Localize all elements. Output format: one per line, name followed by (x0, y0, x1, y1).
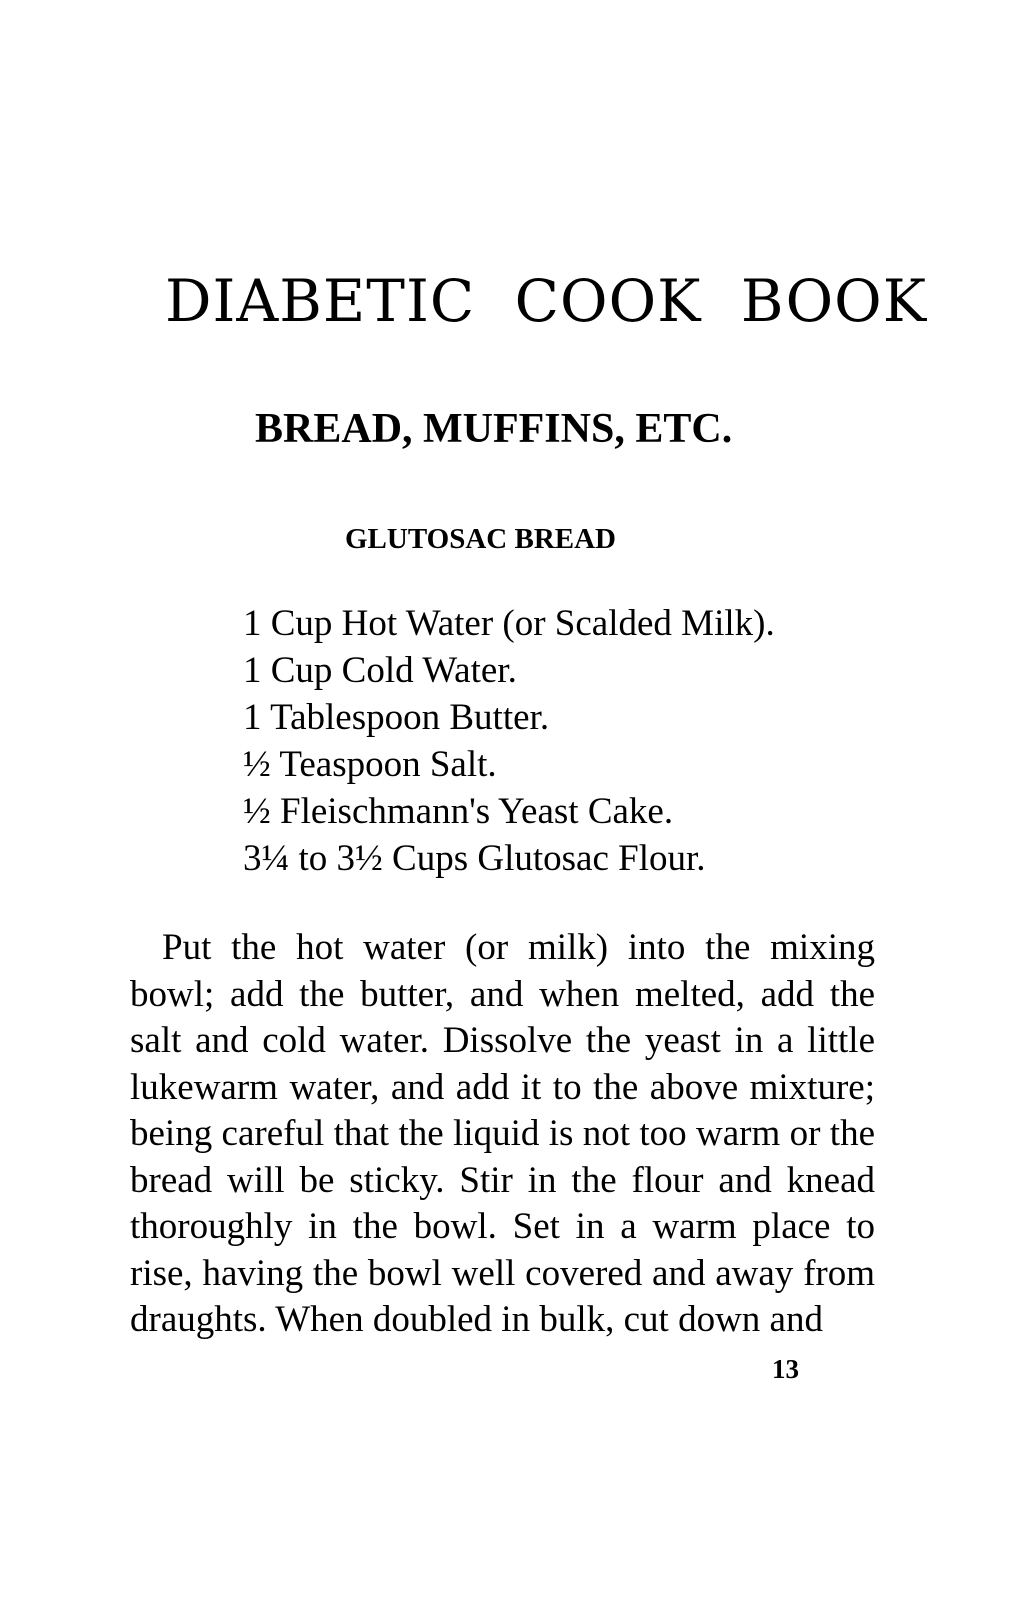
ingredient-item: ½ Fleischmann's Yeast Cake. (243, 791, 674, 832)
page-number: 13 (772, 1354, 799, 1384)
ingredient-item: 1 Cup Hot Water (or Scalded Milk). (243, 603, 775, 644)
section-title: BREAD, MUFFINS, ETC. (255, 406, 733, 452)
ingredient-list (243, 600, 775, 882)
recipe-title: GLUTOSAC BREAD (345, 523, 616, 555)
book-title: DIABETIC COOK BOOK (165, 267, 928, 335)
recipe-instructions: Put the hot water (or milk) into the mixing bowl; add the butter, and when melted, add the salt and cold water. Dissolve the yeast in a little lukewarm water, and add it to the above mixture; being careful that the liquid is not too warm or the bread will be sticky. Stir in the flour and knead thoroughly in the bowl. Set in a warm place to rise, having the bowl well covered and away from draughts. When doubled in bulk, cut down and (130, 927, 875, 1340)
ingredient-item: 1 Cup Cold Water. (243, 650, 517, 691)
ingredient-item: 1 Tablespoon Butter. (243, 697, 550, 738)
ingredient-item: ½ Teaspoon Salt. (243, 744, 497, 785)
ingredient-item: 3¼ to 3½ Cups Glutosac Flour. (243, 838, 706, 879)
